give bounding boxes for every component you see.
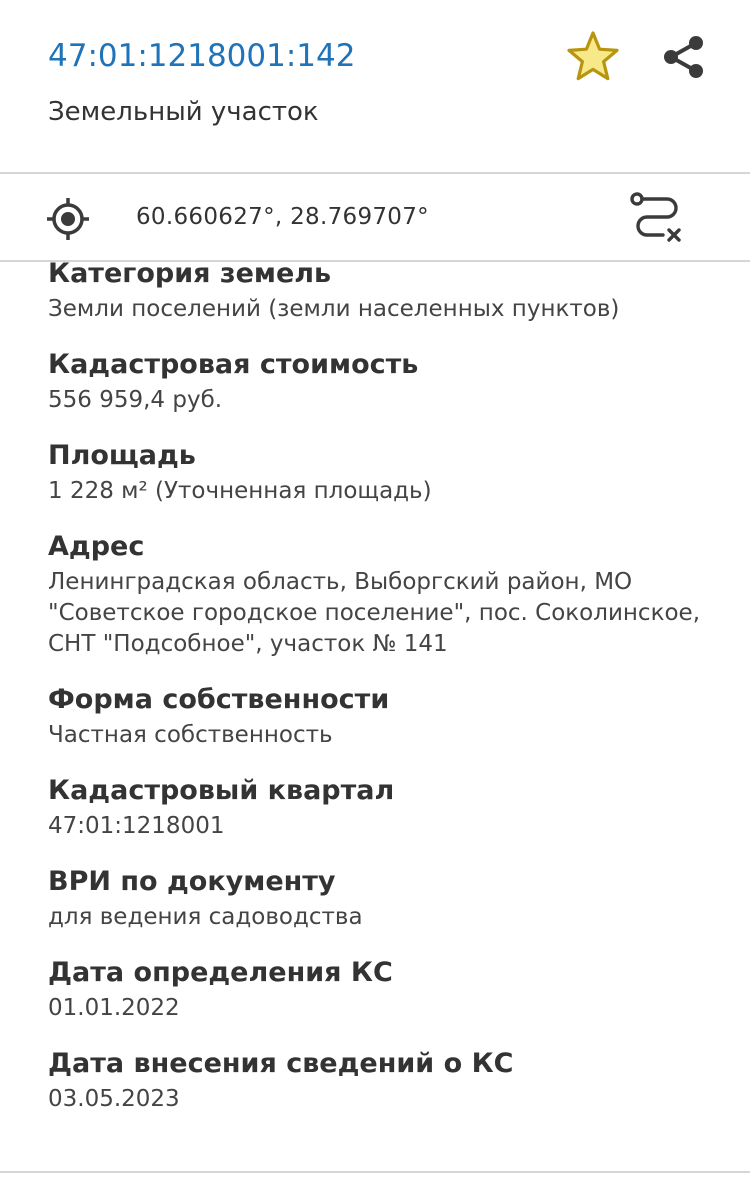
property-land-category xyxy=(48,254,708,325)
locate-button[interactable] xyxy=(44,196,92,242)
property-entry-date xyxy=(48,1044,708,1115)
property-label: Категория земель xyxy=(48,258,332,289)
property-label: Адрес xyxy=(48,531,145,562)
share-icon xyxy=(659,33,707,81)
property-value: для ведения садоводства xyxy=(48,904,363,930)
property-label: Дата внесения сведений о КС xyxy=(48,1048,514,1079)
favorite-button[interactable] xyxy=(564,28,622,86)
property-area xyxy=(48,436,708,507)
property-cadastral-quarter xyxy=(48,771,708,842)
property-value: 03.05.2023 xyxy=(48,1086,180,1112)
cadastral-number-link[interactable]: 47:01:1218001:142 xyxy=(48,38,356,74)
property-label: Кадастровый квартал xyxy=(48,775,395,806)
coordinates-text[interactable]: 60.660627°, 28.769707° xyxy=(136,204,429,230)
route-clear-button[interactable] xyxy=(626,188,688,248)
property-value: Частная собственность xyxy=(48,722,333,748)
property-value: 47:01:1218001 xyxy=(48,813,225,839)
property-value: Ленинградская область, Выборгский район, МО "Советское городское поселение", пос. Соколинское, СНТ "Подсобное", участок № 141 xyxy=(48,569,701,657)
property-address xyxy=(48,527,708,660)
property-value: Земли поселений (земли населенных пунктов) xyxy=(48,296,620,322)
star-icon xyxy=(565,29,621,85)
property-list xyxy=(48,254,708,1135)
property-permitted-use xyxy=(48,862,708,933)
property-label: Форма собственности xyxy=(48,684,390,715)
object-type-label: Земельный участок xyxy=(48,97,319,127)
share-button[interactable] xyxy=(656,28,710,86)
property-ownership-form xyxy=(48,680,708,751)
property-cadastral-value xyxy=(48,345,708,416)
property-label: Площадь xyxy=(48,440,196,471)
crosshair-icon xyxy=(46,197,90,241)
property-valuation-date xyxy=(48,953,708,1024)
property-label: ВРИ по документу xyxy=(48,866,336,897)
object-header xyxy=(0,0,750,172)
property-value: 556 959,4 руб. xyxy=(48,387,223,413)
route-clear-icon xyxy=(627,189,687,247)
property-label: Дата определения КС xyxy=(48,957,393,988)
property-value: 1 228 м² (Уточненная площадь) xyxy=(48,478,432,504)
bottom-divider xyxy=(0,1171,750,1173)
property-value: 01.01.2022 xyxy=(48,995,180,1021)
property-label: Кадастровая стоимость xyxy=(48,349,419,380)
